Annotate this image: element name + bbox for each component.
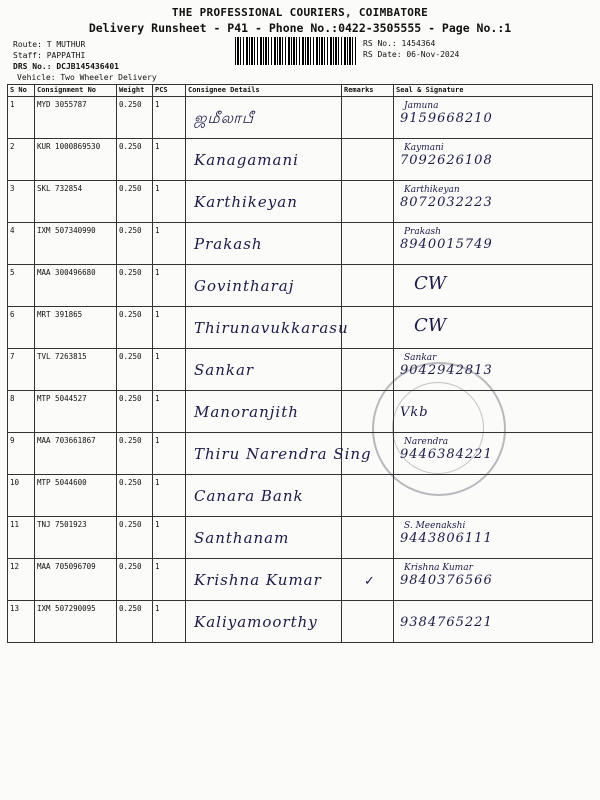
runsheet-table [7,84,593,643]
col-seal: Seal & Signature [394,85,593,97]
vehicle-line [17,73,157,83]
signature-phone: 9384765221 [400,615,493,630]
row-weight: 0.250 [117,139,153,181]
row-remarks [342,181,394,223]
signature-phone: 8072032223 [400,195,493,210]
row-signature [394,265,593,307]
row-sno: 2 [8,139,35,181]
row-sno: 10 [8,475,35,517]
row-remarks [342,307,394,349]
row-signature [394,97,593,139]
signature-phone: 9446384221 [400,447,493,462]
signature-phone: 9042942813 [400,363,493,378]
table-row [8,181,593,223]
row-consignment-no: MAA 703661867 [35,433,117,475]
signature-phone: Vkb [400,405,429,420]
row-consignment-no: MAA 705096709 [35,559,117,601]
table-row [8,97,593,139]
table-row [8,307,593,349]
row-consignee [186,559,342,601]
row-sno: 6 [8,307,35,349]
table-row [8,223,593,265]
table-row [8,139,593,181]
row-remarks [342,517,394,559]
row-weight: 0.250 [117,223,153,265]
row-remarks [342,265,394,307]
vehicle-value: Two Wheeler Delivery [60,73,157,82]
barcode [235,37,358,65]
route-label: Route: [13,40,42,49]
staff-line [13,51,85,61]
col-consignee: Consignee Details [186,85,342,97]
row-signature [394,307,593,349]
signature-phone: CW [414,273,447,294]
row-pcs: 1 [153,475,186,517]
row-weight: 0.250 [117,391,153,433]
row-consignee [186,223,342,265]
row-consignment-no: MTP 5044600 [35,475,117,517]
row-consignee [186,517,342,559]
row-remarks [342,223,394,265]
rs-no-label: RS No.: [363,39,397,48]
rs-no-value: 1454364 [401,39,436,48]
signature-name: Kaymani [404,143,444,153]
col-sno: S No [8,85,35,97]
row-pcs: 1 [153,391,186,433]
row-weight: 0.250 [117,307,153,349]
rs-date-label: RS Date: [363,50,402,59]
table-header-row [8,85,593,97]
row-pcs: 1 [153,265,186,307]
row-sno: 9 [8,433,35,475]
row-pcs: 1 [153,517,186,559]
row-weight: 0.250 [117,517,153,559]
row-weight: 0.250 [117,349,153,391]
delivery-stamp [372,362,506,496]
table-row [8,601,593,643]
table-row [8,265,593,307]
row-consignee [186,139,342,181]
row-sno: 12 [8,559,35,601]
row-remarks [342,139,394,181]
row-pcs: 1 [153,181,186,223]
row-consignment-no: IXM 507340990 [35,223,117,265]
table-row [8,559,593,601]
row-consignment-no: TNJ 7501923 [35,517,117,559]
vehicle-label: Vehicle: [17,73,56,82]
staff-label: Staff: [13,51,42,60]
consignee-handwriting: Santhanam [194,529,290,547]
consignee-handwriting: Kanagamani [194,151,299,169]
consignee-handwriting: Canara Bank [194,487,304,505]
row-pcs: 1 [153,307,186,349]
drs-label: DRS No.: [13,62,52,71]
row-weight: 0.250 [117,433,153,475]
route-line [13,40,85,50]
row-sno: 5 [8,265,35,307]
consignee-handwriting: Thiru Narendra Sing [194,445,372,463]
row-remarks [342,97,394,139]
row-consignee [186,307,349,349]
consignee-handwriting: Kaliyamoorthy [194,613,318,631]
col-remarks: Remarks [342,85,394,97]
row-pcs: 1 [153,559,186,601]
row-pcs: 1 [153,349,186,391]
row-remarks [342,601,394,643]
row-sno: 7 [8,349,35,391]
consignee-handwriting: Prakash [194,235,263,253]
row-sno: 1 [8,97,35,139]
consignee-handwriting: Manoranjith [194,403,299,421]
row-pcs: 1 [153,97,186,139]
row-signature [394,601,593,643]
row-signature [394,517,593,559]
signature-phone: 7092626108 [400,153,493,168]
row-signature [394,181,593,223]
consignee-handwriting: Govintharaj [194,277,295,295]
signature-name: Karthikeyan [404,185,460,195]
col-weight: Weight [117,85,153,97]
row-consignee [186,265,342,307]
row-consignment-no: TVL 7263815 [35,349,117,391]
drs-value: DCJB145436401 [56,62,119,71]
row-weight: 0.250 [117,181,153,223]
row-consignee [186,475,342,517]
consignee-handwriting: ஜமீலாபீ [194,109,255,127]
staff-value: PAPPATHI [46,51,86,60]
signature-phone: 9443806111 [400,531,493,546]
row-consignee [186,433,372,475]
route-value: T MUTHUR [46,40,86,49]
row-weight: 0.250 [117,475,153,517]
row-sno: 11 [8,517,35,559]
signature-name: Prakash [404,227,441,237]
row-consignee [186,391,342,433]
row-consignment-no: MAA 300496680 [35,265,117,307]
row-consignment-no: MRT 391865 [35,307,117,349]
consignee-handwriting: Thirunavukkarasu [194,319,349,337]
row-remarks [342,475,394,517]
row-consignee [186,601,342,643]
signature-name: Jamuna [404,101,439,111]
consignee-handwriting: Krishna Kumar [194,571,322,589]
row-sno: 3 [8,181,35,223]
consignee-handwriting: Sankar [194,361,255,379]
row-sno: 4 [8,223,35,265]
row-weight: 0.250 [117,265,153,307]
row-sno: 8 [8,391,35,433]
col-consignment: Consignment No [35,85,117,97]
row-consignee [186,349,342,391]
row-weight: 0.250 [117,97,153,139]
signature-name: S. Meenakshi [404,521,466,531]
row-consignee [186,97,342,139]
signature-name: Sankar [404,353,437,363]
runsheet-subtitle: Delivery Runsheet - P41 - Phone No.:0422-3505555 - Page No.:1 [88,21,512,35]
row-consignment-no: IXM 507290095 [35,601,117,643]
row-remarks [342,349,394,391]
signature-phone: CW [414,315,447,336]
consignee-handwriting: Karthikeyan [194,193,298,211]
row-pcs: 1 [153,601,186,643]
company-title: THE PROFESSIONAL COURIERS, COIMBATORE [171,6,429,19]
row-consignment-no: SKL 732854 [35,181,117,223]
row-signature [394,139,593,181]
table-row [8,475,593,517]
row-consignment-no: KUR 1000869530 [35,139,117,181]
rs-date-value: 06-Nov-2024 [406,50,460,59]
col-pcs: PCS [153,85,186,97]
row-signature [394,559,593,601]
table-row [8,349,593,391]
check-mark-icon: ✓ [364,574,375,589]
row-consignment-no: MYD 3055787 [35,97,117,139]
row-consignee [186,181,342,223]
row-pcs: 1 [153,139,186,181]
table-row [8,517,593,559]
signature-phone: 9159668210 [400,111,493,126]
row-pcs: 1 [153,223,186,265]
rs-date-line [363,50,459,60]
row-weight: 0.250 [117,559,153,601]
signature-name: Krishna Kumar [404,563,473,573]
drs-line [13,62,119,72]
row-pcs: 1 [153,433,186,475]
row-signature [394,223,593,265]
row-sno: 13 [8,601,35,643]
signature-phone: 8940015749 [400,237,493,252]
rs-no-line [363,39,435,49]
row-consignment-no: MTP 5044527 [35,391,117,433]
signature-name: Narendra [404,437,449,447]
table-body [8,97,593,643]
signature-phone: 9840376566 [400,573,493,588]
row-weight: 0.250 [117,601,153,643]
